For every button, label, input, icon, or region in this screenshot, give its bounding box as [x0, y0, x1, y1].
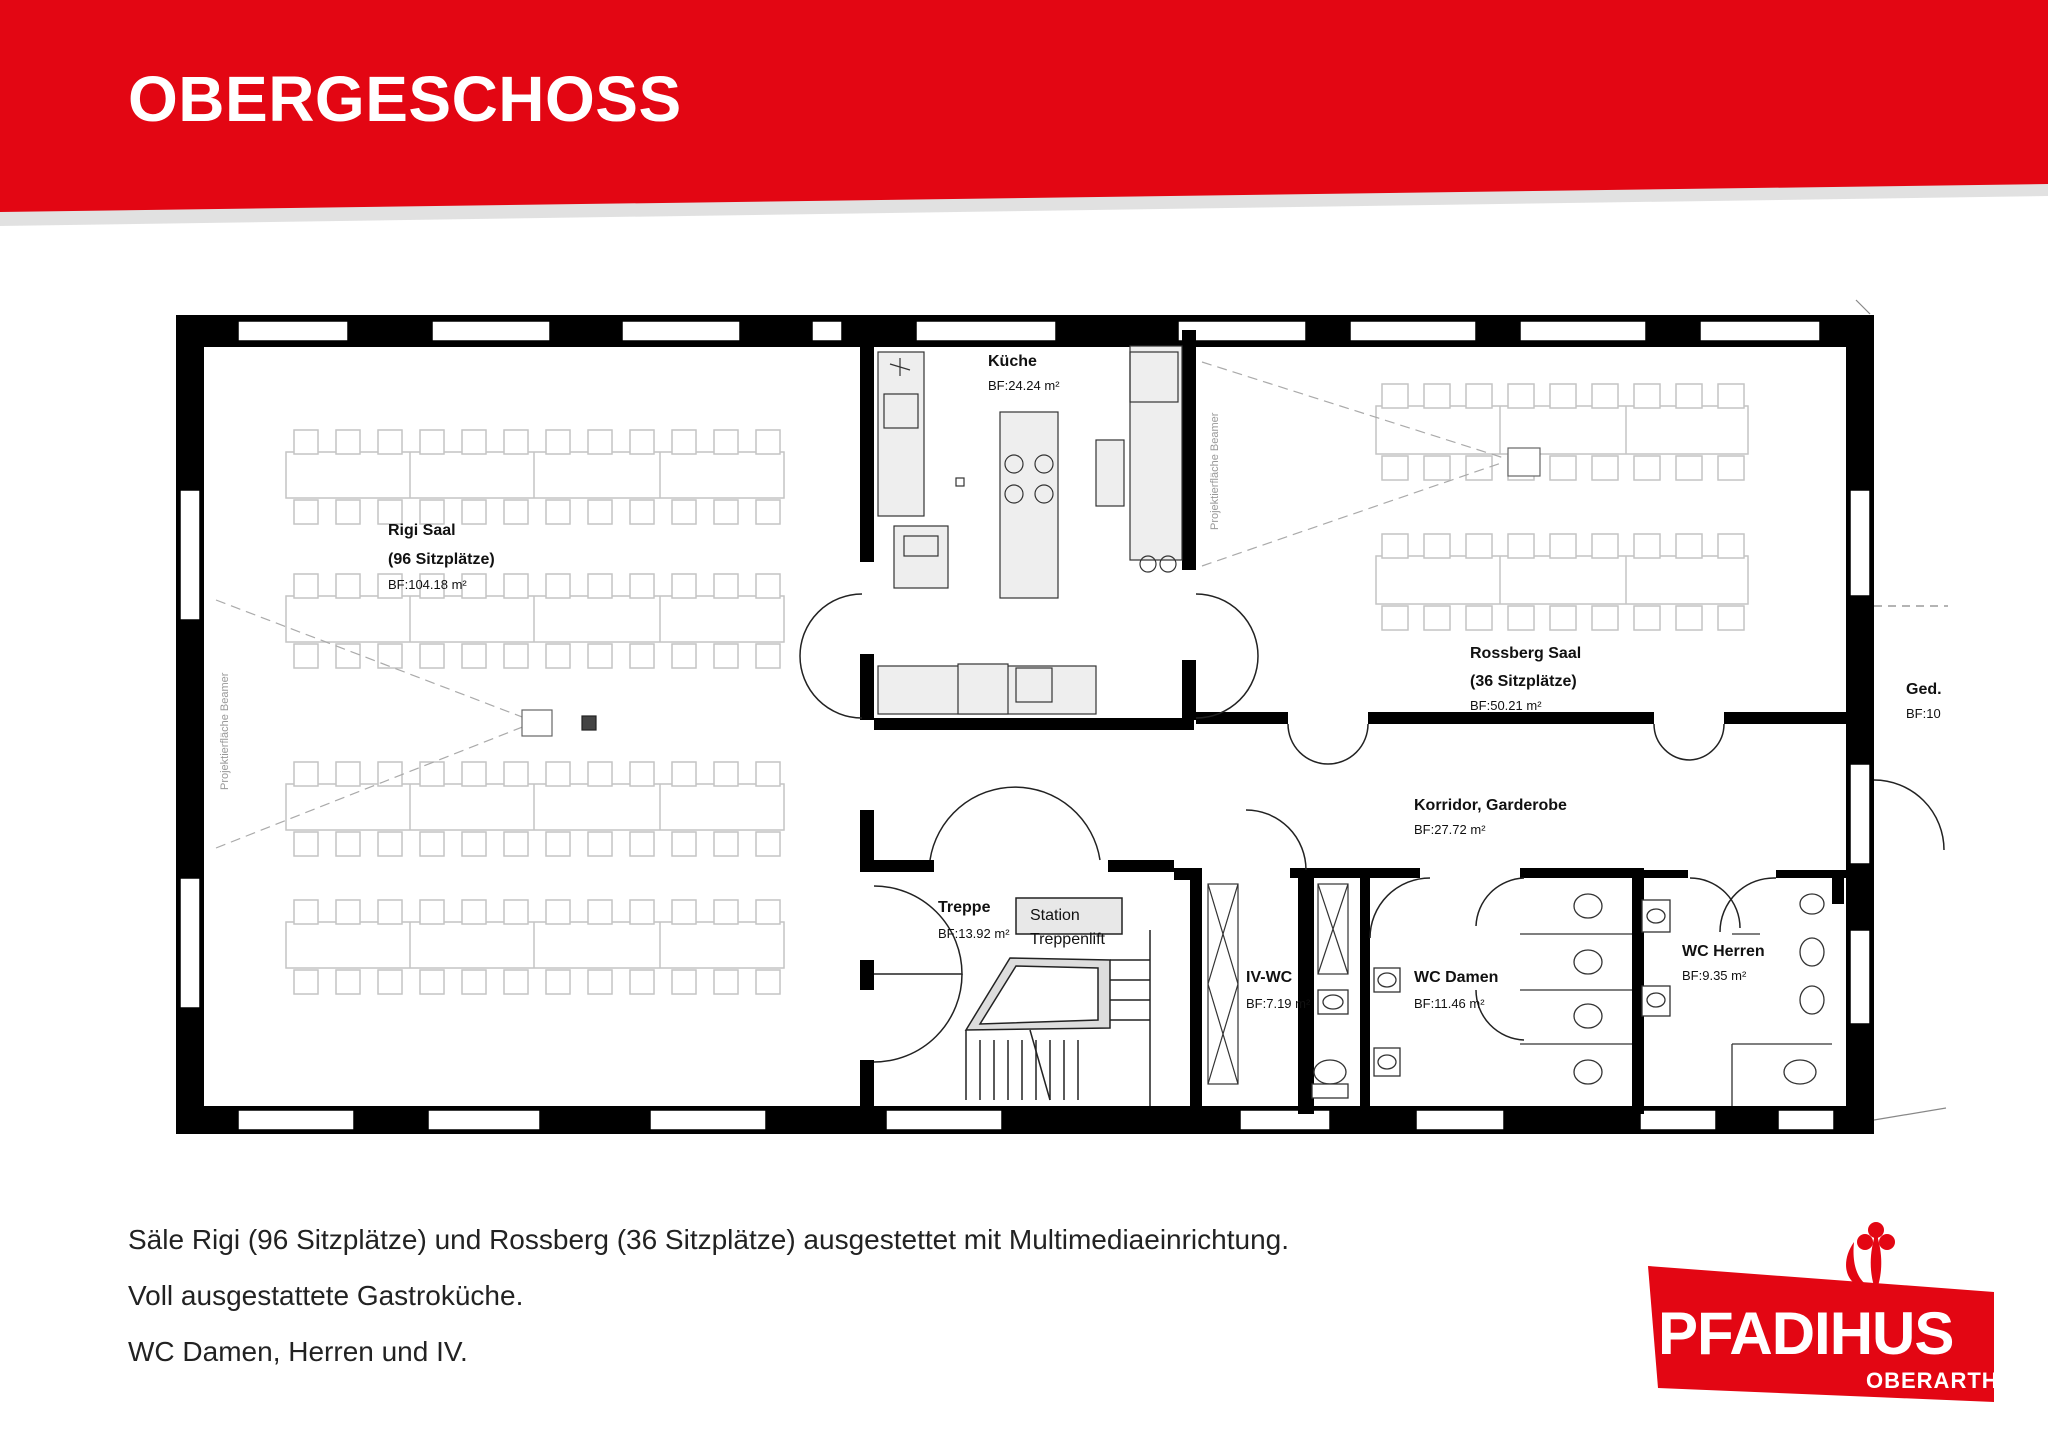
toilet-partitions — [1520, 934, 1832, 1106]
rossberg-chairs — [1382, 384, 1744, 630]
rossberg-tables — [1376, 406, 1748, 604]
rigi-projector — [216, 600, 596, 848]
room-area-gedeck: BF:10 — [1906, 706, 1941, 721]
room-label-korridor: Korridor, Garderobe — [1414, 797, 1567, 814]
room-seats-rigi: (96 Sitzplätze) — [388, 551, 495, 568]
sanitary — [1312, 894, 1824, 1098]
room-seats-rossberg: (36 Sitzplätze) — [1470, 673, 1577, 690]
room-label-kueche: Küche — [988, 353, 1037, 370]
logo-main-text: PFADIHUS — [1658, 1300, 1954, 1367]
room-area-rigi: BF:104.18 m² — [388, 577, 467, 592]
room-area-ivwc: BF:7.19 m² — [1246, 996, 1311, 1011]
room-label-wcherren: WC Herren — [1682, 943, 1765, 960]
room-area-wcdamen: BF:11.46 m² — [1414, 996, 1485, 1011]
fleur-de-lis-icon — [1846, 1222, 1895, 1292]
caption-line: WC Damen, Herren und IV. — [128, 1336, 468, 1367]
room-label-gedeck: Ged. — [1906, 681, 1942, 698]
room-label-rossberg: Rossberg Saal — [1470, 645, 1582, 662]
room-label-ivwc: IV-WC — [1246, 969, 1293, 986]
beamer-label-rigi: Projektierfläche Beamer — [219, 672, 231, 790]
room-label-rigi: Rigi Saal — [388, 522, 456, 539]
caption-line: Säle Rigi (96 Sitzplätze) und Rossberg (36 Sitzplätze) ausgestettet mit Multimediaeinrichtung. — [128, 1224, 1290, 1255]
room-label-wcdamen: WC Damen — [1414, 969, 1499, 986]
room-area-wcherren: BF:9.35 m² — [1682, 968, 1747, 983]
room-label-treppe: Treppe — [938, 899, 991, 916]
pfadihus-logo — [1640, 1212, 2000, 1412]
room-area-treppe: BF:13.92 m² — [938, 926, 1010, 941]
page-title: OBERGESCHOSS — [128, 63, 682, 135]
kitchen-equipment — [878, 346, 1182, 714]
room-area-kueche: BF:24.24 m² — [988, 378, 1060, 393]
beamer-label-rossberg: Projektierfläche Beamer — [1209, 412, 1221, 530]
station-label-line1: Station — [1030, 907, 1080, 924]
logo-sub-text: OBERARTH — [1866, 1368, 1999, 1393]
station-label-line2: Treppenlift — [1030, 931, 1105, 948]
caption-line: Voll ausgestattete Gastroküche. — [128, 1280, 524, 1311]
caption-list — [128, 1212, 1289, 1380]
room-area-korridor: BF:27.72 m² — [1414, 822, 1486, 837]
room-area-rossberg: BF:50.21 m² — [1470, 698, 1542, 713]
